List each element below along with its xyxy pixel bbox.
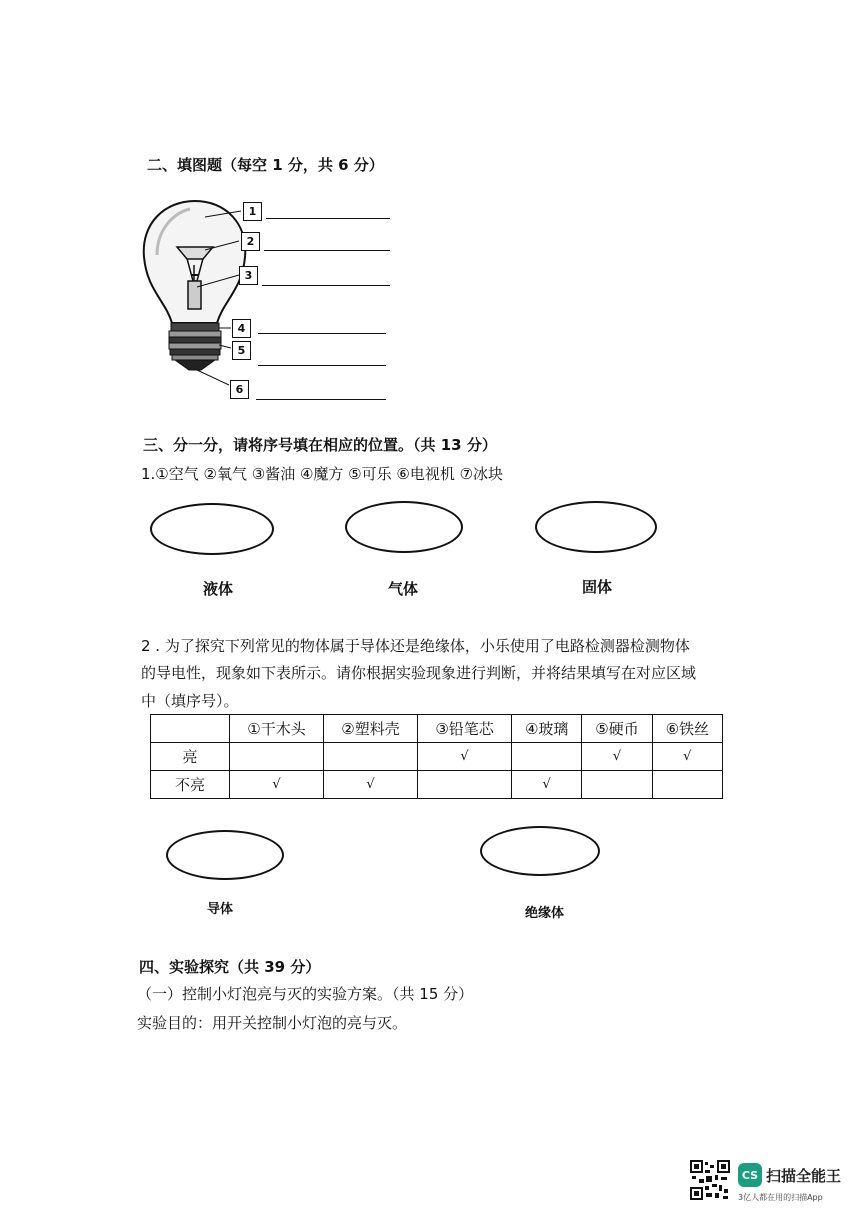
table-cell: √ [324,771,418,799]
section4-heading: 四、实验探究（共 39 分） [139,958,321,976]
table-header-cell: ②塑料壳 [324,715,418,743]
answer-blank-1[interactable] [266,218,390,219]
section3-heading: 三、分一分，请将序号填在相应的位置。（共 13 分） [143,436,497,454]
qr-code-icon [690,1160,730,1200]
callout-box-2: 2 [241,232,260,251]
table-header-cell: ①干木头 [230,715,324,743]
footer-tagline: 3亿人都在用的扫描App [738,1193,823,1202]
gas-answer-ellipse[interactable] [345,501,463,553]
table-header-cell: ⑤硬币 [582,715,652,743]
table-cell [418,771,512,799]
answer-blank-6[interactable] [256,399,386,400]
callout-box-6: 6 [230,380,249,399]
q2-text-line-1: 2 . 为了探究下列常见的物体属于导体还是绝缘体，小乐使用了电路检测器检测物体 [141,637,690,655]
table-cell: √ [652,743,722,771]
table-row [151,771,723,799]
row-label-unlit: 不亮 [151,771,230,799]
category-label-gas: 气体 [388,580,419,598]
category-label-liquid: 液体 [203,580,234,598]
table-header-cell: ⑥铁丝 [652,715,722,743]
category-label-solid: 固体 [582,578,613,596]
light-bulb-diagram [135,195,405,410]
callout-box-1: 1 [243,202,262,221]
experiment-purpose: 实验目的：用开关控制小灯泡的亮与灭。 [137,1014,408,1032]
table-cell: √ [582,743,652,771]
section4-sub1: （一）控制小灯泡亮与灭的实验方案。（共 15 分） [137,985,474,1003]
answer-blank-2[interactable] [264,250,390,251]
callout-box-3: 3 [239,266,258,285]
table-cell [230,743,324,771]
table-header-row [151,715,723,743]
camscanner-logo-icon: CS [738,1163,762,1187]
table-cell [582,771,652,799]
conductor-answer-ellipse[interactable] [166,830,284,880]
table-header-cell [151,715,230,743]
table-header-cell: ④玻璃 [512,715,582,743]
table-row [151,743,723,771]
row-label-lit: 亮 [151,743,230,771]
answer-blank-5[interactable] [258,365,386,366]
table-cell: √ [512,771,582,799]
table-cell [324,743,418,771]
answer-blank-4[interactable] [258,333,386,334]
q1-items-line: 1.①空气 ②氧气 ③酱油 ④魔方 ⑤可乐 ⑥电视机 ⑦冰块 [141,465,504,483]
q2-text-line-3: 中（填序号）。 [141,692,239,710]
callout-box-4: 4 [232,319,251,338]
table-cell: √ [230,771,324,799]
category-label-conductor: 导体 [207,902,234,917]
table-cell: √ [418,743,512,771]
answer-blank-3[interactable] [262,285,390,286]
table-header-cell: ③铅笔芯 [418,715,512,743]
liquid-answer-ellipse[interactable] [150,503,274,555]
insulator-answer-ellipse[interactable] [480,826,600,876]
q2-text-line-2: 的导电性，现象如下表所示。请你根据实验现象进行判断，并将结果填写在对应区域 [141,664,697,682]
footer-app-name: 扫描全能王 [766,1167,842,1185]
callout-box-5: 5 [232,341,251,360]
section2-heading: 二、填图题（每空 1 分，共 6 分） [147,156,384,174]
table-cell [652,771,722,799]
solid-answer-ellipse[interactable] [535,501,657,553]
conductivity-table [150,714,723,799]
table-cell [512,743,582,771]
category-label-insulator: 绝缘体 [525,906,565,921]
